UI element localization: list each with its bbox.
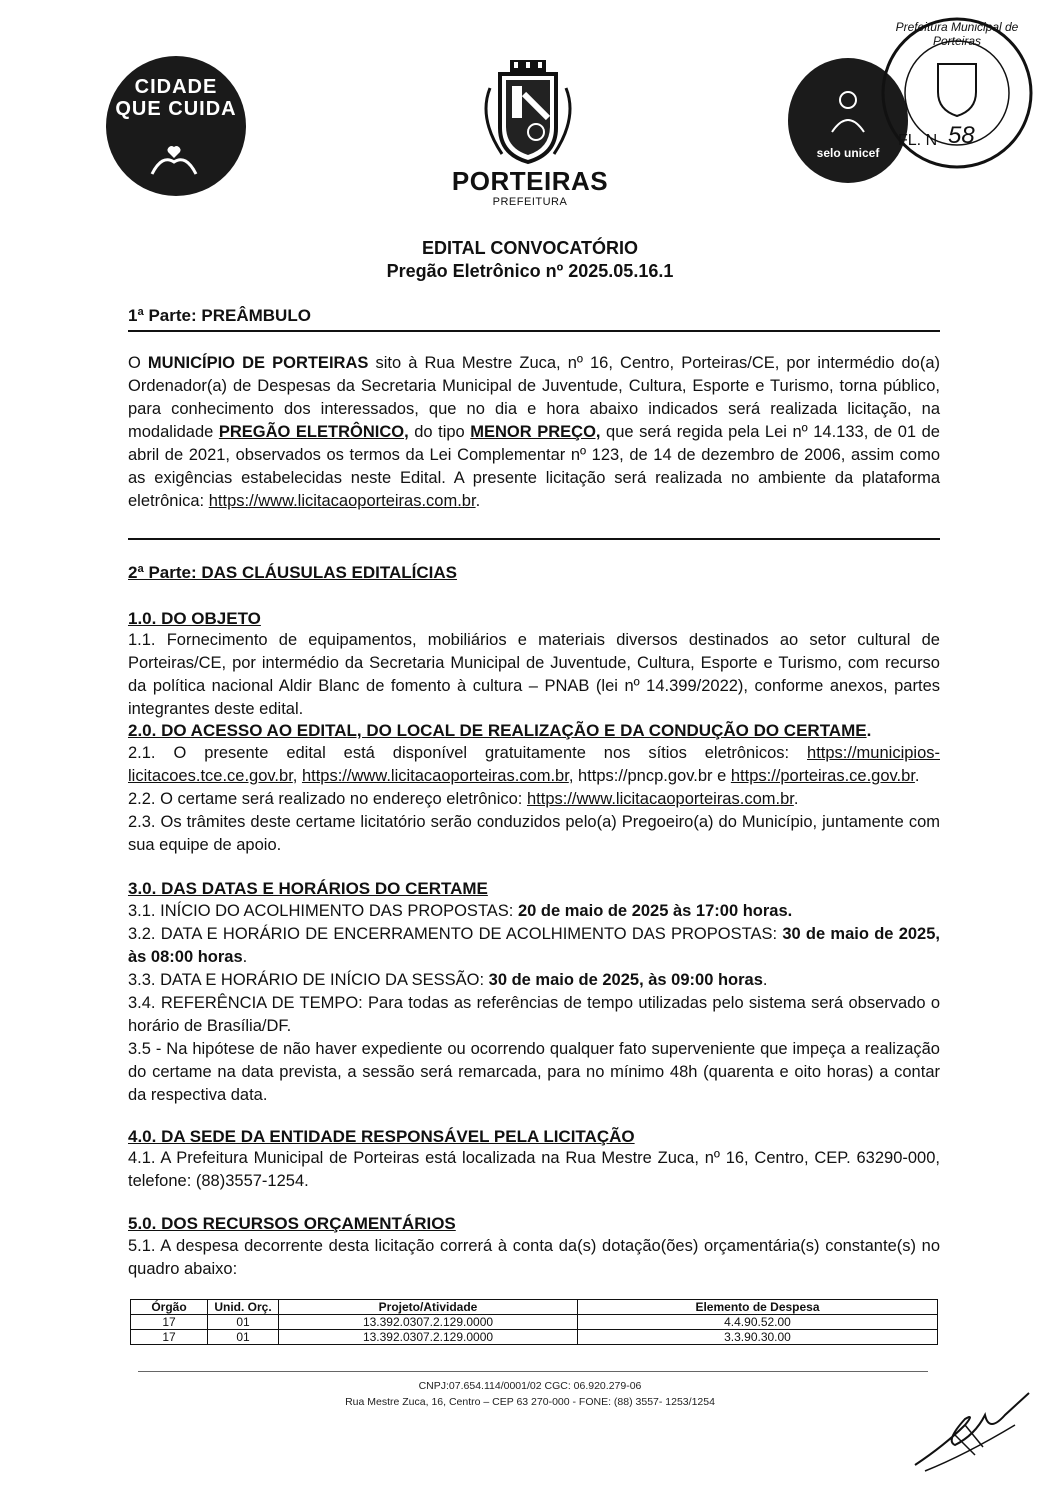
stamp-text: Prefeitura Municipal de Porteiras — [895, 20, 1019, 48]
table-header-row — [131, 1300, 938, 1315]
budget-table — [130, 1299, 938, 1345]
part1-heading: 1ª Parte: PREÂMBULO — [128, 306, 311, 325]
s2-end: . — [914, 767, 920, 785]
brand-name: PORTEIRAS — [451, 166, 609, 196]
section-5-text: 5.1. A despesa decorrente desta licitação correrá à conta da(s) dotação(ões) orçamentária(s) constante(s) no quadro abaixo: — [128, 1237, 940, 1278]
table-cell: 17 — [131, 1315, 208, 1330]
s2-2-end: . — [793, 790, 799, 808]
preamble-paragraph — [128, 352, 940, 513]
preamble-type: MENOR PREÇO, — [470, 423, 601, 441]
section-2-1-line2 — [128, 765, 940, 788]
col-unid-orc: Unid. Orç. — [208, 1300, 279, 1315]
section-3-3 — [128, 969, 940, 992]
preamble-text-2: do tipo — [408, 423, 471, 441]
s2-1-word: presente — [204, 744, 269, 762]
session-address-link[interactable]: https://www.licitacaoporteiras.com.br — [526, 790, 794, 808]
table-cell: 3.3.90.30.00 — [578, 1330, 938, 1345]
preamble-end: . — [475, 492, 481, 510]
s3-2-text: 3.2. DATA E HORÁRIO DE ENCERRAMENTO DE ACOLHIMENTO DAS PROPOSTAS: — [128, 925, 783, 943]
document-title: EDITAL CONVOCATÓRIO — [422, 238, 638, 258]
porteiras-link[interactable]: https://porteiras.ce.gov.br — [730, 767, 915, 785]
s2-1-word: eletrônicos: — [704, 744, 790, 762]
section-2-1-line — [128, 742, 940, 765]
table-row — [131, 1330, 938, 1345]
s3-1-date: 20 de maio de 2025 às 17:00 horas. — [517, 902, 793, 920]
part2-heading: 2ª Parte: DAS CLÁUSULAS EDITALÍCIAS — [128, 563, 458, 582]
s2-1-word: 2.1. — [128, 744, 156, 762]
table-cell: 01 — [208, 1330, 279, 1345]
section-2-heading: 2.0. DO ACESSO AO EDITAL, DO LOCAL DE REALIZAÇÃO E DA CONDUÇÃO DO CERTAME — [128, 721, 867, 740]
table-cell: 13.392.0307.2.129.0000 — [279, 1315, 578, 1330]
section-2-heading-row — [128, 721, 871, 741]
table-cell: 17 — [131, 1330, 208, 1345]
col-orgao: Órgão — [131, 1300, 208, 1315]
section-2-3-text: 2.3. Os trâmites deste certame licitatório serão conduzidos pelo(a) Pregoeiro(a) do Município, juntamente com sua equipe de apoio. — [128, 813, 940, 854]
table-cell: 01 — [208, 1315, 279, 1330]
col-projeto: Projeto/Atividade — [279, 1300, 578, 1315]
footer-cnpj: CNPJ:07.654.114/0001/02 CGC: 06.920.279-06 — [418, 1380, 642, 1392]
table-row — [131, 1315, 938, 1330]
s2-1-word: gratuitamente — [484, 744, 586, 762]
table-cell: 13.392.0307.2.129.0000 — [279, 1330, 578, 1345]
s2-1-word: está — [343, 744, 375, 762]
platform-link[interactable]: https://www.licitacaoporteiras.com.br — [208, 492, 476, 510]
footer-address: Rua Mestre Zuca, 16, Centro – CEP 63 270-000 - FONE: (88) 3557- 1253/1254 — [345, 1396, 715, 1408]
stamp-folio-number: 58 — [948, 122, 975, 149]
document-subtitle: Pregão Eletrônico nº 2025.05.16.1 — [386, 261, 674, 281]
s3-3-end: . — [762, 971, 768, 989]
s3-2-end: . — [242, 948, 248, 966]
municipal-stamp — [878, 14, 1036, 172]
col-elemento: Elemento de Despesa — [578, 1300, 938, 1315]
section-3-2 — [128, 923, 940, 969]
cidade-que-cuida-logo — [106, 56, 246, 196]
s3-3-date: 30 de maio de 2025, às 09:00 horas — [488, 971, 763, 989]
s3-3-text: 3.3. DATA E HORÁRIO DE INÍCIO DA SESSÃO: — [128, 971, 489, 989]
section-2-heading-end: . — [866, 721, 872, 740]
part1-end-rule — [128, 538, 940, 540]
table-cell: 4.4.90.52.00 — [578, 1315, 938, 1330]
tce-link-part2[interactable]: licitacoes.tce.ce.gov.br — [128, 767, 293, 785]
section-3-1 — [128, 900, 940, 923]
section-2-2-line — [128, 788, 940, 811]
brand-subtitle: PREFEITURA — [492, 196, 568, 208]
section-4-heading: 4.0. DA SEDE DA ENTIDADE RESPONSÁVEL PELA LICITAÇÃO — [128, 1127, 635, 1146]
section-1-heading: 1.0. DO OBJETO — [128, 609, 261, 628]
unicef-seal-text: selo unicef — [816, 146, 880, 160]
section-3-5: 3.5 - Na hipótese de não haver expediente ou ocorrendo qualquer fato superveniente que impeça a realização do certame na data prevista, a sessão será remarcada, para no mínimo 48h (quarenta e oito horas) a contar da respectiva data. — [128, 1040, 940, 1104]
preamble-text-3: que será regida pela Lei nº 14.133, de 01 de abril de 2021, observados os termos da Lei Complementar nº 123, de 14 de dezembro de 2006, assim como as exigências estabelecidas neste Edital. A presente licitação será realizada no ambiente da plataforma eletrônica: — [128, 423, 940, 510]
child-silhouette-icon — [818, 88, 878, 138]
logo-left-line2: QUE CUIDA — [115, 98, 237, 120]
s2-sep: , — [292, 767, 302, 785]
porteiras-coat-of-arms-icon — [472, 58, 584, 168]
section-3-heading: 3.0. DAS DATAS E HORÁRIOS DO CERTAME — [128, 879, 488, 898]
part1-rule — [128, 330, 940, 332]
signature-icon — [905, 1385, 1035, 1475]
stamp-folio-label: FL. N — [898, 132, 938, 149]
s3-1-text: 3.1. INÍCIO DO ACOLHIMENTO DAS PROPOSTAS: — [128, 902, 518, 920]
section-3-4: 3.4. REFERÊNCIA DE TEMPO: Para todas as referências de tempo utilizadas pelo sistema será observado o horário de Brasília/DF. — [128, 994, 940, 1035]
preamble-text-1: sito à Rua Mestre Zuca, nº 16, Centro, Porteiras/CE, por intermédio do(a) Ordenador(a) de Despesas da Secretaria Municipal de Juventude, Cultura, Esporte e Turismo, torna público, para conhecimento dos interessados, que no dia e hora abaixo indicados será realizada licitação, na modalidade — [128, 354, 941, 441]
licitacao-link[interactable]: https://www.licitacaoporteiras.com.br — [301, 767, 569, 785]
s2-1-word: disponível — [392, 744, 468, 762]
s2-1-word: O — [173, 744, 187, 762]
s2-1-word: edital — [286, 744, 326, 762]
section-5-heading: 5.0. DOS RECURSOS ORÇAMENTÁRIOS — [128, 1214, 456, 1233]
tce-link-part1[interactable]: https://municipios- — [807, 744, 940, 762]
footer-rule — [138, 1371, 928, 1372]
section-4-text: 4.1. A Prefeitura Municipal de Porteiras está localizada na Rua Mestre Zuca, nº 16, Centro, CEP. 63290-000, telefone: (88)3557-1254. — [128, 1149, 940, 1190]
preamble-lead: O — [128, 354, 148, 372]
logo-left-line1: CIDADE — [134, 76, 218, 98]
s2-mid: , https://pncp.gov.br e — [568, 767, 731, 785]
preamble-municipality: MUNICÍPIO DE PORTEIRAS — [147, 354, 369, 372]
s3-2-date: 30 de maio de 2025, às 08:00 horas — [128, 925, 940, 966]
section-1-text: 1.1. Fornecimento de equipamentos, mobiliários e materiais diversos destinados ao setor cultural de Porteiras/CE, por intermédio da Secretaria Municipal de Juventude, Cultura, Esporte e Turismo, com recurso da política nacional Aldir Blanc de fomento à cultura – PNAB (lei nº 14.399/2022), conforme anexos, partes integrantes deste edital. — [128, 631, 940, 718]
preamble-modality: PREGÃO ELETRÔNICO, — [218, 423, 409, 441]
s2-2-text: 2.2. O certame será realizado no endereço eletrônico: — [128, 790, 527, 808]
hands-heart-icon — [142, 134, 206, 182]
s2-1-word: sítios — [648, 744, 687, 762]
s2-1-word: nos — [603, 744, 631, 762]
